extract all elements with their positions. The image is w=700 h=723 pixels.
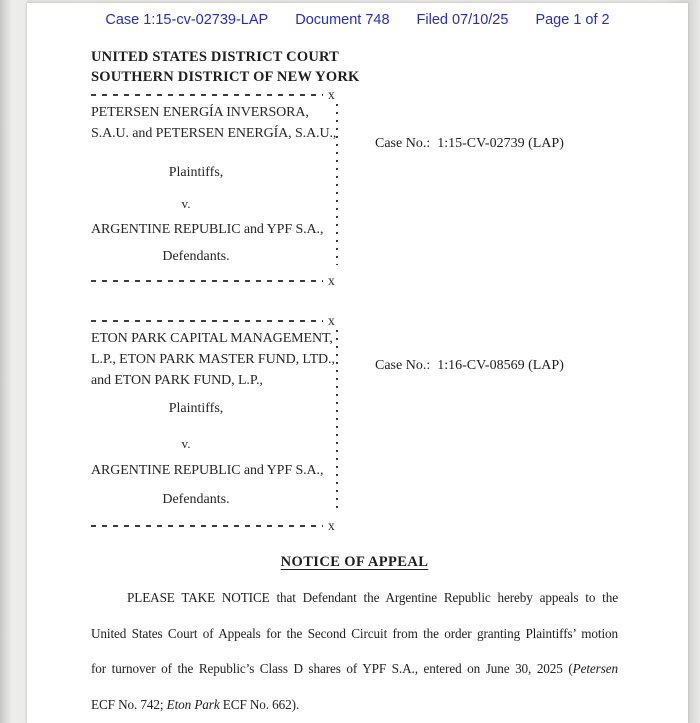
- court-name-line: UNITED STATES DISTRICT COURT: [91, 49, 340, 65]
- vertical-dotted-rule: [336, 104, 338, 265]
- document-title: NOTICE OF APPEAL: [280, 554, 429, 570]
- stamp-filed-date: Filed 07/10/25: [416, 12, 509, 28]
- case-number: Case No.: 1:15-CV-02739 (LAP): [375, 136, 564, 151]
- dashed-line: [91, 525, 323, 527]
- stamp-page-number: Page 1 of 2: [535, 12, 610, 28]
- document-page: [27, 3, 688, 723]
- text-segment: United States Court of Appeals for the Second Circuit from the order granting Plaintiffs’ motion: [91, 625, 618, 641]
- stamp-case-number: Case 1:15-cv-02739-LAP: [105, 12, 269, 28]
- x-mark: x: [328, 313, 335, 328]
- plaintiffs-label: Plaintiffs,: [168, 165, 224, 180]
- plaintiff-name-line: PETERSEN ENERGÍA INVERSORA,: [91, 105, 309, 120]
- plaintiff-name-line: S.A.U. and PETERSEN ENERGÍA, S.A.U.,: [91, 126, 337, 141]
- dashed-rule-top: [91, 313, 343, 328]
- defendants-label: Defendants.: [162, 492, 230, 507]
- court-heading: [91, 47, 645, 87]
- text-segment: ECF No. 742;: [91, 696, 167, 712]
- text-segment: PLEASE TAKE NOTICE that Defendant the Argentine Republic hereby appeals to the: [127, 590, 618, 605]
- paragraph-line: [91, 651, 618, 687]
- x-mark: x: [328, 518, 335, 533]
- x-mark: x: [328, 273, 335, 288]
- dashed-line: [91, 94, 323, 96]
- versus-label: v.: [181, 196, 191, 211]
- dashed-rule-top: [91, 87, 343, 102]
- caption-parties: [91, 328, 337, 510]
- defendant-name-line: ARGENTINE REPUBLIC and YPF S.A.,: [91, 222, 324, 237]
- paragraph-line: [91, 616, 618, 652]
- plaintiff-name-line: and ETON PARK FUND, L.P.,: [91, 373, 263, 388]
- caption-body: [91, 102, 645, 267]
- plaintiff-name-line: L.P., ETON PARK MASTER FUND, LTD.,: [91, 352, 335, 367]
- plaintiff-name-line: ETON PARK CAPITAL MANAGEMENT,: [91, 331, 333, 346]
- court-district-line: SOUTHERN DISTRICT OF NEW YORK: [91, 69, 360, 85]
- case-number: Case No.: 1:16-CV-08569 (LAP): [375, 358, 564, 373]
- versus-label: v.: [181, 436, 191, 451]
- defendant-name-line: ARGENTINE REPUBLIC and YPF S.A.,: [91, 463, 324, 478]
- caption-body: [91, 328, 645, 510]
- caption-block-petersen: [91, 87, 645, 288]
- x-mark: x: [328, 87, 335, 102]
- dashed-rule-bottom: [91, 518, 343, 533]
- dashed-line: [91, 320, 323, 322]
- italic-case-reference: Eton Park: [166, 696, 220, 712]
- caption-parties: [91, 102, 337, 267]
- defendants-label: Defendants.: [162, 249, 230, 264]
- italic-case-reference: Petersen: [572, 661, 618, 676]
- notice-paragraph: [91, 580, 618, 722]
- paragraph-line: [91, 580, 618, 616]
- paragraph-line: [91, 687, 618, 723]
- text-segment: for turnover of the Republic’s Class D shares of YPF S.A., entered on June 30, 2025 (: [91, 661, 573, 676]
- vertical-dotted-rule: [336, 330, 338, 508]
- plaintiffs-label: Plaintiffs,: [168, 401, 224, 416]
- dashed-rule-bottom: [91, 273, 343, 288]
- text-segment: ECF No. 662).: [219, 696, 300, 712]
- caption-block-eton-park: [91, 313, 645, 533]
- dashed-line: [91, 280, 323, 282]
- stamp-document-number: Document 748: [295, 12, 390, 28]
- document-body: [91, 3, 645, 722]
